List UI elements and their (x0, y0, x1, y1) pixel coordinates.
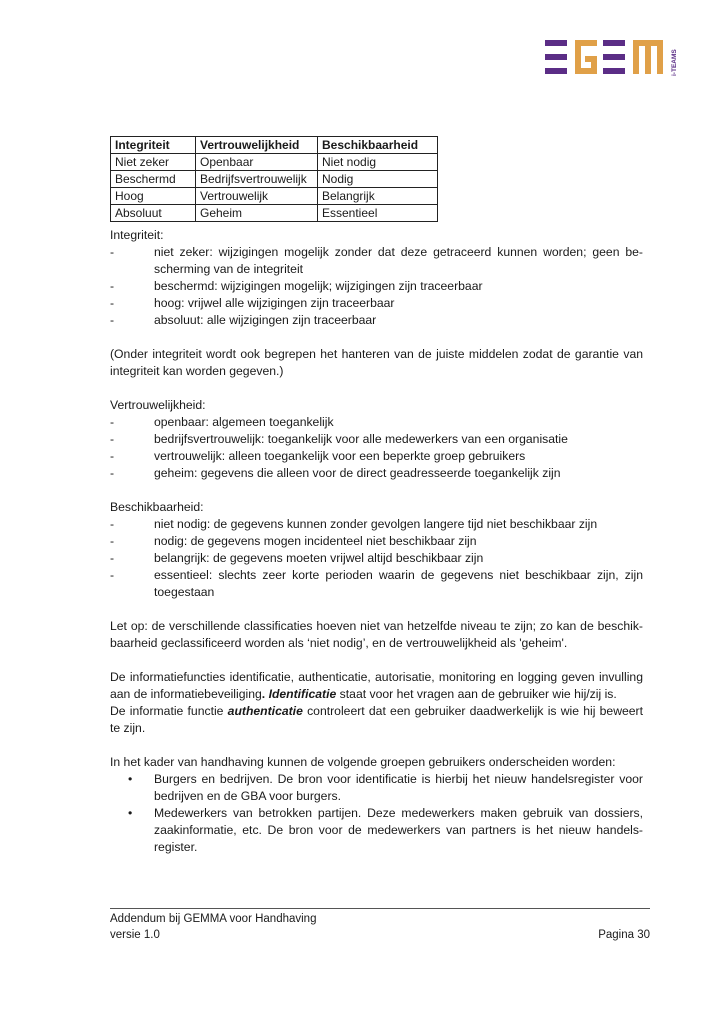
section-heading-beschikbaarheid: Beschikbaarheid: (110, 500, 204, 514)
logo-side-text: i-TEAMS (671, 49, 678, 76)
footer-version: versie 1.0 (110, 929, 160, 941)
list-item: - hoog: vrijwel alle wijzigingen zijn traceerbaar (110, 296, 395, 310)
table-row (111, 188, 438, 205)
classification-table (110, 136, 438, 222)
list-item: - vertrouwelijk: alleen toegankelijk voor een beperkte groep gebruikers (110, 449, 526, 463)
info-paragraph-1: De informatiefuncties identificatie, authenticatie, autorisatie, monitoring en logging geven invulling aan de informatiebeveiliging. Identificatie staat voor het vragen aan de gebruiker wie hij/zij is. (110, 670, 643, 701)
gemma-logo (545, 36, 681, 80)
list-item: - niet zeker: wijzigingen mogelijk zonder dat deze getraceerd kunnen worden; geen be-scherming van de integriteit (110, 245, 643, 276)
bullet-item: • Burgers en bedrijven. De bron voor identificatie is hierbij het nieuw handelsregister voor bedrijven en de GBA voor burgers. (128, 772, 643, 803)
bullet-icon: • (128, 772, 133, 786)
table-cell: Geheim (196, 205, 318, 222)
table-cell: Absoluut (111, 205, 196, 222)
table-cell: Openbaar (196, 154, 318, 171)
list-item: - geheim: gegevens die alleen voor de direct geadresseerde toegankelijk zijn (110, 466, 561, 480)
note-paragraph: (Onder integriteit wordt ook begrepen het hanteren van de juiste middelen zodat de garantie van integriteit kan worden gegeven.) (110, 347, 643, 378)
table-header: Beschikbaarheid (318, 137, 438, 154)
table-cell: Essentieel (318, 205, 438, 222)
footer-page-number: Pagina 30 (598, 929, 650, 941)
letop-paragraph: Let op: de verschillende classificaties hoeven niet van hetzelfde niveau te zijn; zo kan de beschik-baarheid geclassificeerd worden als ‘niet nodig’, en de vertrouwelijkheid als 'geheim'. (110, 619, 643, 650)
table-header-row (111, 137, 438, 154)
table-cell: Niet zeker (111, 154, 196, 171)
table-cell: Hoog (111, 188, 196, 205)
table-header: Integriteit (111, 137, 196, 154)
list-item: - niet nodig: de gegevens kunnen zonder gevolgen langere tijd niet beschikbaar zijn (110, 517, 598, 531)
table-cell: Vertrouwelijk (196, 188, 318, 205)
document-body (110, 227, 643, 856)
table-cell: Beschermd (111, 171, 196, 188)
table-cell: Bedrijfsvertrouwelijk (196, 171, 318, 188)
footer-title: Addendum bij GEMMA voor Handhaving (110, 913, 317, 925)
table-cell: Belangrijk (318, 188, 438, 205)
bullet-item: • Medewerkers van betrokken partijen. Deze medewerkers maken gebruik van dossiers, zaakinformatie, etc. De bron voor de medewerkers van partners is het nieuw handels-register. (128, 806, 643, 854)
table-row (111, 171, 438, 188)
table-cell: Nodig (318, 171, 438, 188)
table-cell: Niet nodig (318, 154, 438, 171)
page-footer (110, 908, 650, 943)
table-row (111, 205, 438, 222)
list-item: - absoluut: alle wijzigingen zijn traceerbaar (110, 313, 377, 327)
section-heading-vertrouwelijkheid: Vertrouwelijkheid: (110, 398, 206, 412)
table-header: Vertrouwelijkheid (196, 137, 318, 154)
bullet-icon: • (128, 806, 133, 820)
section-heading-integriteit: Integriteit: (110, 228, 164, 242)
list-item: - nodig: de gegevens mogen incidenteel niet beschikbaar zijn (110, 534, 477, 548)
list-item: - essentieel: slechts zeer korte perioden waarin de gegevens niet beschikbaar zijn, zijn toegestaan (110, 568, 643, 599)
list-item: - openbaar: algemeen toegankelijk (110, 415, 334, 429)
list-item: - bedrijfsvertrouwelijk: toegankelijk voor alle medewerkers van een organisatie (110, 432, 568, 446)
handhaving-intro: In het kader van handhaving kunnen de volgende groepen gebruikers onderscheiden worden: (110, 755, 616, 769)
table-row (111, 154, 438, 171)
list-item: - beschermd: wijzigingen mogelijk; wijzigingen zijn traceerbaar (110, 279, 483, 293)
list-item: - belangrijk: de gegevens moeten vrijwel altijd beschikbaar zijn (110, 551, 484, 565)
info-paragraph-2: De informatie functie authenticatie controleert dat een gebruiker daadwerkelijk is wie hij beweert te zijn. (110, 704, 643, 735)
